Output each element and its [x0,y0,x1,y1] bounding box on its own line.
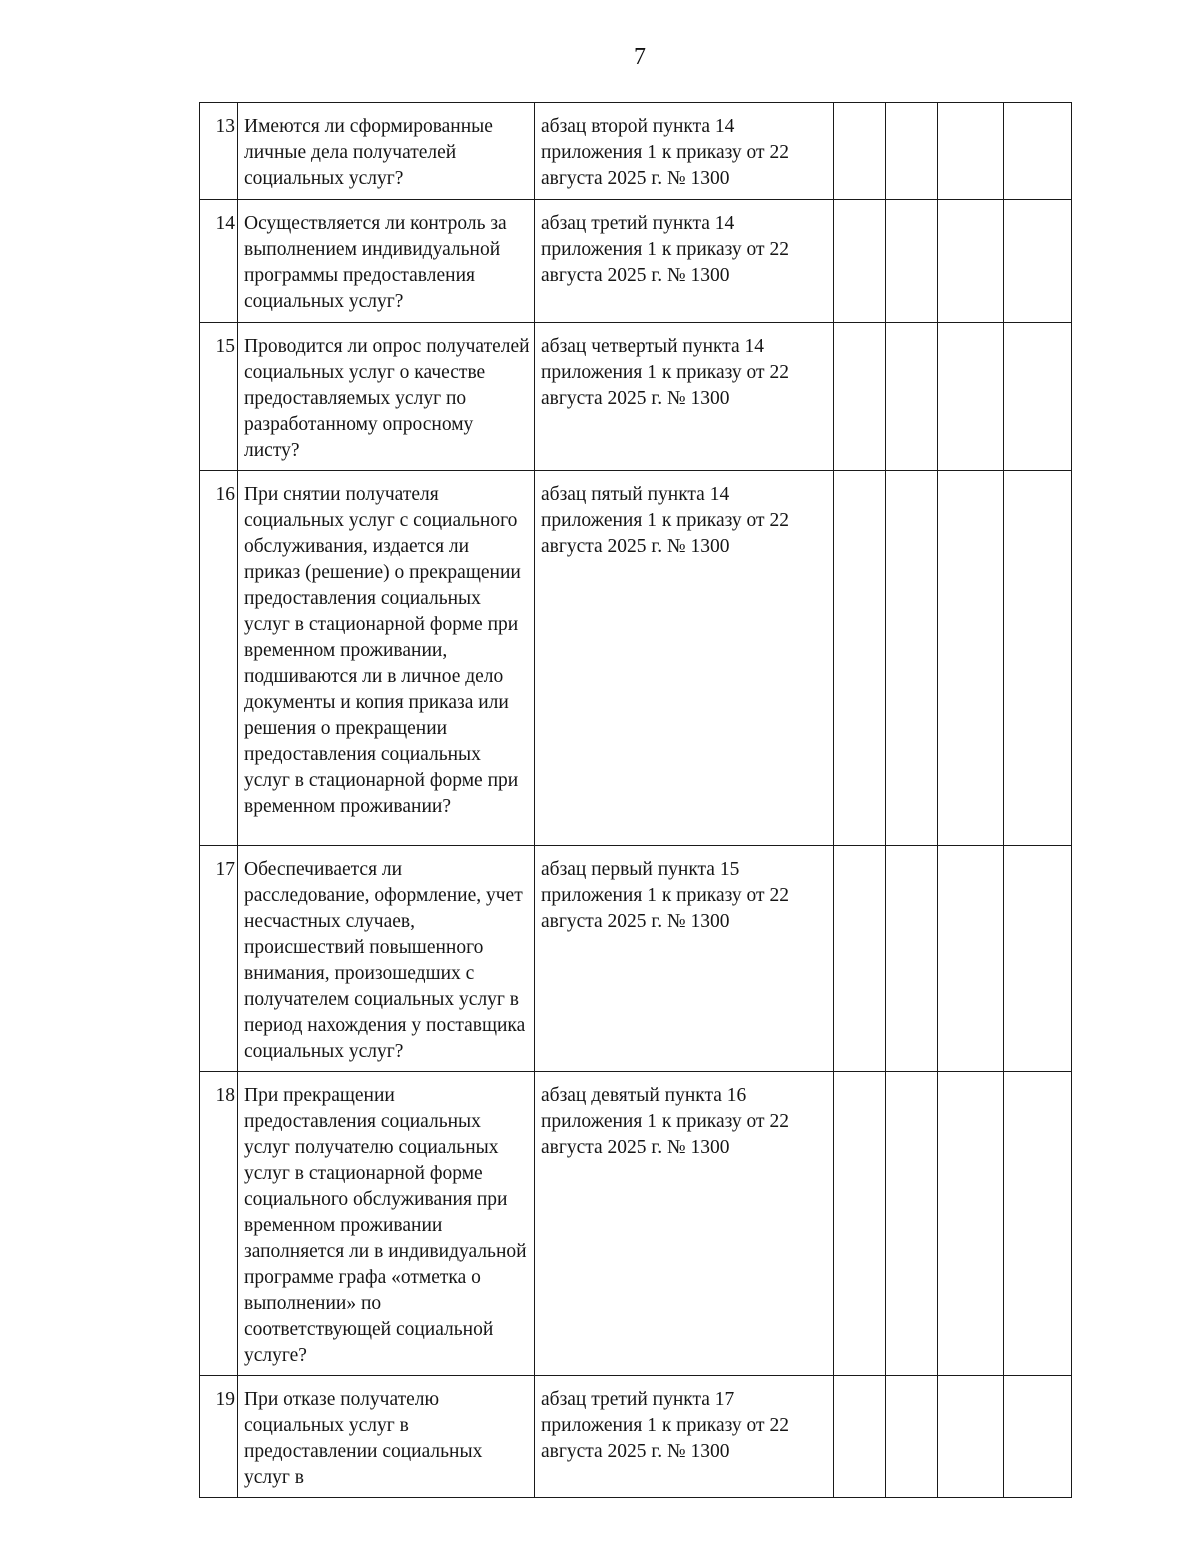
yes-cell [834,323,886,471]
table-row [200,471,1072,846]
reference-cell: абзац третий пункта 17 приложения 1 к приказу от 22 августа 2025 г. № 1300 [535,1376,834,1498]
not-applicable-cell [938,103,1004,200]
table-row [200,200,1072,323]
reference-cell: абзац четвертый пункта 14 приложения 1 к приказу от 22 августа 2025 г. № 1300 [535,323,834,471]
yes-cell [834,1376,886,1498]
not-applicable-cell [938,1376,1004,1498]
row-number: 14 [200,200,238,323]
reference-cell: абзац пятый пункта 14 приложения 1 к приказу от 22 августа 2025 г. № 1300 [535,471,834,846]
row-number: 16 [200,471,238,846]
note-cell [1004,103,1072,200]
row-number: 15 [200,323,238,471]
row-number: 19 [200,1376,238,1498]
note-cell [1004,1072,1072,1376]
yes-cell [834,846,886,1072]
page-number: 7 [634,44,646,70]
table-row [200,323,1072,471]
note-cell [1004,200,1072,323]
yes-cell [834,103,886,200]
not-applicable-cell [938,323,1004,471]
table-row [200,103,1072,200]
table-row [200,1376,1072,1498]
question-cell: При прекращении предоставления социальных услуг получателю социальных услуг в стационарной форме социального обслуживания при временном проживании заполняется ли в индивидуальной программе графа «отметка о выполнении» по соответствующей социальной услуге? [238,1072,535,1376]
no-cell [886,103,938,200]
question-cell: Осуществляется ли контроль за выполнением индивидуальной программы предоставления социальных услуг? [238,200,535,323]
note-cell [1004,323,1072,471]
row-number: 18 [200,1072,238,1376]
no-cell [886,200,938,323]
no-cell [886,323,938,471]
reference-cell: абзац второй пункта 14 приложения 1 к приказу от 22 августа 2025 г. № 1300 [535,103,834,200]
reference-cell: абзац девятый пункта 16 приложения 1 к приказу от 22 августа 2025 г. № 1300 [535,1072,834,1376]
question-cell: Обеспечивается ли расследование, оформление, учет несчастных случаев, происшествий повышенного внимания, произошедших с получателем социальных услуг в период нахождения у поставщика социальных услуг? [238,846,535,1072]
yes-cell [834,200,886,323]
question-cell: Проводится ли опрос получателей социальных услуг о качестве предоставляемых услуг по разработанному опросному листу? [238,323,535,471]
not-applicable-cell [938,846,1004,1072]
question-cell: Имеются ли сформированные личные дела получателей социальных услуг? [238,103,535,200]
reference-cell: абзац третий пункта 14 приложения 1 к приказу от 22 августа 2025 г. № 1300 [535,200,834,323]
yes-cell [834,471,886,846]
no-cell [886,846,938,1072]
not-applicable-cell [938,200,1004,323]
yes-cell [834,1072,886,1376]
not-applicable-cell [938,1072,1004,1376]
note-cell [1004,1376,1072,1498]
table-row [200,1072,1072,1376]
reference-cell: абзац первый пункта 15 приложения 1 к приказу от 22 августа 2025 г. № 1300 [535,846,834,1072]
no-cell [886,471,938,846]
no-cell [886,1376,938,1498]
question-cell: При снятии получателя социальных услуг с социального обслуживания, издается ли приказ (решение) о прекращении предоставления социальных услуг в стационарной форме при временном проживании, подшиваются ли в личное дело документы и копия приказа или решения о прекращении предоставления социальных услуг в стационарной форме при временном проживании? [238,471,535,846]
question-cell: При отказе получателю социальных услуг в предоставлении социальных услуг в [238,1376,535,1498]
checklist-table [199,102,1072,1498]
not-applicable-cell [938,471,1004,846]
row-number: 17 [200,846,238,1072]
row-number: 13 [200,103,238,200]
table-row [200,846,1072,1072]
note-cell [1004,846,1072,1072]
no-cell [886,1072,938,1376]
note-cell [1004,471,1072,846]
